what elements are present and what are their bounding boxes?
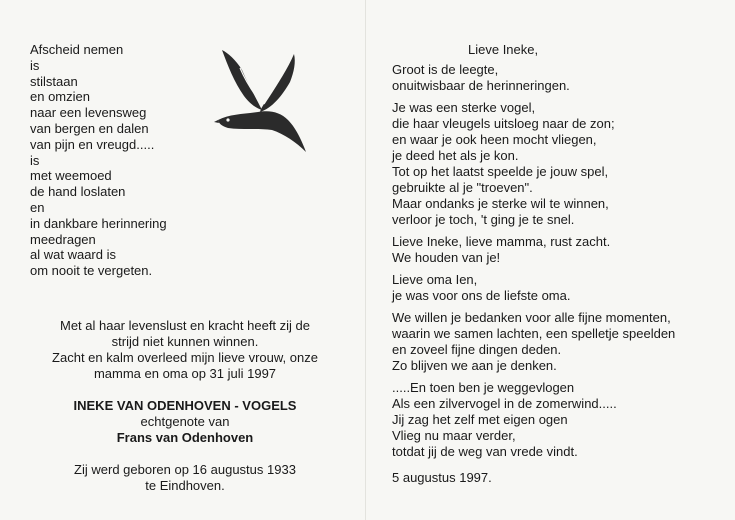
poem-line: al wat waard is [30,247,116,263]
birth-info [20,462,350,494]
birth-line: te Eindhoven. [145,478,225,493]
stanza-line: Zo blijven we aan je denken. [392,358,557,373]
stanza-line: .....En toen ben je weggevlogen [392,380,575,395]
fold-line [365,0,366,520]
stanza [392,310,712,374]
poem-line: stilstaan [30,73,78,89]
stanza-line: waarin we samen lachten, een spelletje speelden [392,326,676,341]
salutation: Lieve Ineke, [468,42,539,57]
poem-line: van pijn en vreugd..... [30,136,155,152]
left-poem [30,42,167,279]
stanza-line: verloor je toch, 't ging je te snel. [392,212,575,227]
stanza-line: Maar ondanks je sterke wil te winnen, [392,196,609,211]
stanza [392,234,712,266]
poem-line: naar een levensweg [30,105,147,121]
right-text [392,42,712,486]
stanza-line: die haar vleugels uitsloeg naar de zon; [392,116,615,131]
poem-line: is [30,57,40,73]
poem-line: en omzien [30,89,90,105]
notice-line: Zacht en kalm overleed mijn lieve vrouw, onze [52,350,318,365]
stanza-line: gebruikte al je "troeven". [392,180,533,195]
deceased-block [20,398,350,446]
deceased-name: INEKE VAN ODENHOVEN - VOGELS [73,398,297,413]
notice-line: strijd niet kunnen winnen. [111,334,259,349]
stanza-line: Jij zag het zelf met eigen ogen [392,412,568,427]
notice-line: mamma en oma op 31 juli 1997 [93,366,277,381]
poem-line: en [30,199,45,215]
stanza-line: totdat jij de weg van vrede vindt. [392,444,578,459]
stanza-line: Tot op het laatst speelde je jouw spel, [392,164,609,179]
stanza-line: en zoveel fijne dingen deden. [392,342,562,357]
stanza [392,100,712,228]
stanza-line: onuitwisbaar de herinneringen. [392,78,570,93]
stanza-line: Je was een sterke vogel, [392,100,536,115]
stanza [392,62,712,94]
stanza-line: We houden van je! [392,250,501,265]
poem-line: de hand loslaten [30,184,126,200]
stanza-line: Vlieg nu maar verder, [392,428,516,443]
poem-line: in dankbare herinnering [30,215,167,231]
poem-line: met weemoed [30,168,112,184]
poem-line: meedragen [30,231,96,247]
stanza [392,272,712,304]
stanza-line: Lieve oma Ien, [392,272,478,287]
poem-line: van bergen en dalen [30,120,149,136]
stanza-line: Lieve Ineke, lieve mamma, rust zacht. [392,234,611,249]
birth-line: Zij werd geboren op 16 augustus 1933 [74,462,296,477]
poem-line: om nooit te vergeten. [30,263,153,279]
stanza-line: We willen je bedanken voor alle fijne momenten, [392,310,671,325]
stanza-line: je was voor ons de liefste oma. [392,288,571,303]
closing-date: 5 augustus 1997. [392,470,492,485]
poem-line: is [30,152,40,168]
stanza-line: Groot is de leegte, [392,62,499,77]
poem-line: Afscheid nemen [30,42,124,57]
spouse-name: Frans van Odenhoven [116,430,254,445]
notice-line: Met al haar levenslust en kracht heeft zij de [59,318,311,333]
spouse-prefix: echtgenote van [140,414,230,429]
stanza-line: je deed het als je kon. [392,148,519,163]
dove-icon [214,44,310,156]
stanza [392,380,712,460]
stanza-line: Als een zilvervogel in de zomerwind..... [392,396,617,411]
death-notice [20,318,350,382]
stanza-line: en waar je ook heen mocht vliegen, [392,132,597,147]
